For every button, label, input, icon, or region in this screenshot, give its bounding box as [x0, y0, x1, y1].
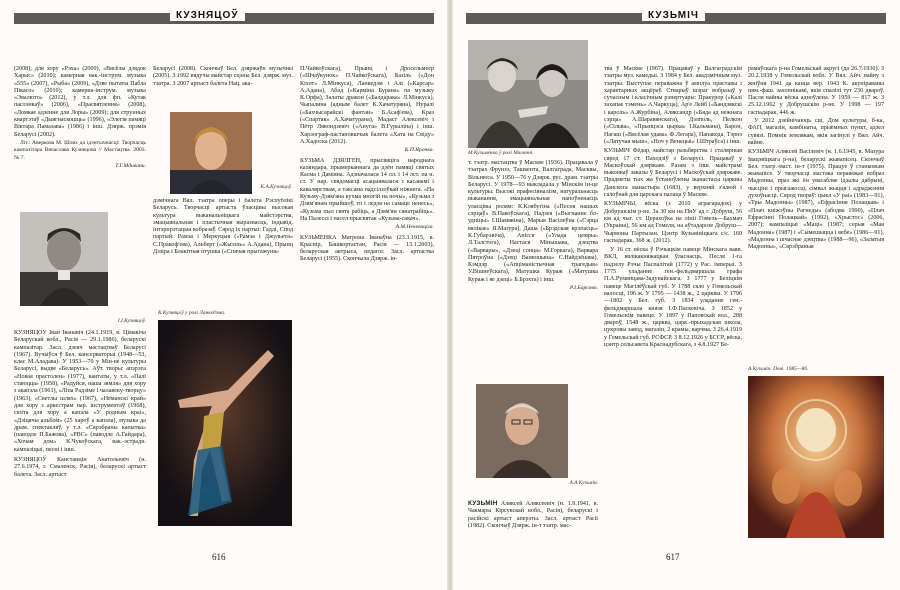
left-column-1-lower [14, 330, 146, 542]
portrait-image [476, 384, 568, 478]
running-head-label: КУЗНЯЦОЎ [170, 10, 245, 21]
page-number-right: 617 [666, 552, 680, 562]
entry-text: У 16 ст. вёска ў Рэчыцкім павеце Мінскага ваяв. ВКЛ, вялікакняжацкая ўласнасць. Песля 1-га падзелу Рэчы Паспалітай (1772) у Рас. імперыі. З 1775 уладанне ген.-фельдмаршала графа П.А.Румянцава-Задунайскага. З 1777 у Беліцкім павеце Магілёўскай губ. У 1788 сяло у Гомельскай валосці, 196 ж. У 1795 — 1438 ж., 2 царквы. У 1796—1802 у Бел. губ. З 1834 уладанне ген.-фельдмаршала князя І.Ф.Паскевіча. З 1852 у Гомельскім павеце. У 1897 у Паповскай вол., 288 двароў, 1548 ж., царква, царк.-прыхадская школа, цукровы завод, магазін, 2 крамы, карчма. З 26.4.1919 у Гомельскай губ. РСФСР. З 8.12.1926 у БССР, вёска, цэнтр сельсавета Краснадубскага, з 4.8.1927 Бе- [604, 247, 742, 348]
running-head-left [0, 8, 448, 30]
entry-text: П.Чайкоўскага), Прынц і Дросельмеер («Шчаўкунок» П.Чайкоўскага), Базіль («Дон Кіхот» Л.Мінкуса), Ланкедэм і Алі («Карсар» А.Адана), Абад («Карміна Бурана» па музыку К.Орфа), Залаты дракон («Балдарака» Л.Мінкуса), Чыпалина (адным балет К.Хачатуряна), Нуралі («Бахчысарайскі фантан» Б.Асаф'ева), Краз («Спартак» А.Хачатурана), Мадаст Алексевіч і Пётр Лявондзевіч («Ануга» В.Гурыліна) і інш. Харэограф-пастановшчык балета «Хата на Свіду» А.Хадоска (2012). [300, 66, 434, 145]
ballet-image [158, 320, 292, 526]
entry-text: КУЗЬМІЧ Аляксей Васілевіч (н. 1.6.1945, в. Мазура Івацэвіцкага р-на), беларускі жывапісец. Скончыў Бел. тэатр.-маст. ін-т (1975). Працуе ў станковым жывапісе. У творчасці мастака пераважае вобраз Мадонны, праз які ён увасабляе ідэалы дабрыні, чысціні і прыгажосці, сімвал жыцця і адраджэння духоўнасці. Сярод твораў: цыкл «У раі» (1983—91), «Тры Мадонны» (1987), «Ефрасіння Полацкая» і «Плач кніжэўны Рагнеды» (абодва 1990), «Плач Ефрасінні Полацкай» (1992), «Хрыстос» (2006, 2007); кампазіцыі «Маці» (1987; серыя «Мая Мадонна» (1987) і «Сымешыцца і вебе» (1986—91), «Мадонна і шчаснае дзецтва» (1988—96), «Залатыя Мадонны», «Сярэбраныя [748, 149, 884, 251]
caption-ballet: К.Кузняцоў у ролі Ланкедэма. [158, 310, 226, 316]
left-column-2-lower [153, 198, 293, 302]
stage-image [468, 40, 588, 148]
entry-text: КУЗЬМІЧ Фёдар, майстар разьбярства і сталярныя сярод 17 ст. Паходзіў з Беларусі. Працаваў у Маскоўскай дзяржаве. Разам з інш. майстрамі выконваў заказы ў Беларусі і Маскоўскай дзяржаве. Прадметы тых жа ўстаноўлены іканастасы царквы Данскога манастыра (1683), у верхняй з'ялюй і галоўнай для царскага палаца ў Маскве. [604, 148, 742, 199]
entry-text: КУЗЬМІН Аляксей Аляксеевіч (н. 1.9.1941, в. Чакмары Кірсукскай вобл., Расія), беларускі і расійскі артыст аперэты. Засл. артыст Расіі (1982). Скончыў Дзярж. ін-т тэатр. мас- [468, 500, 598, 529]
portrait-photo-kuzniatsou-ivan [20, 212, 108, 306]
ballet-photo [158, 320, 292, 526]
entry-text: тва ў Маскве (1967). Працаваў у Валгаградскім тэатры муз. камедыі. З 1984 у Бел. акадэмічным муз. тэатры. Выступае пераважна ў амплуа праставы і характарных акцёраў. Стварыў шэраг вобразаў у сучасным і класічным рэпертуары: Пракурор («Калі захапае тэмень» А.Чаркуца), Ар'е Лейб («Бандзякскі і кароль» А.Журбіна), Аляксандр («Бяда ад нежнага сэрца» А.Шаравянскага), Дэлполь, Пелкон («Сільва», «Прынцэса цырка» І.Кальмана), Барон, Нагаш («Вясёлая удава» Ф.Легара), Папакода, Тэрнэ («Лятучая мыш», «Ноч у Венецыі» І.Штраўса) і інш. [604, 66, 742, 145]
right-column-1 [468, 160, 598, 374]
entry-text: КУЗЬМІЧЫ, вёска (з 2010 аграгарадок) у Добрушскім р-не. За 30 км на ПнУ ад г. Добруш, 56 км ад чыг. ст. Церахоўка на лініі Гомель—Бахмач (Украіна), 56 км ад Гомеля, на аўтадарозе Добруш—Чырвоны Партызан. Цэнтр Кузьмініцкага с/с. 160 гаспадарак, 368 ж. (2012). [604, 201, 742, 244]
entry-text: КУЗНЯЦОЎ Канстанцін Анатольевіч (н. 27.6.1974, г. Смаленск, Расія), беларускі артыст балета. Засл. артыст [14, 457, 146, 478]
page-number-left: 616 [212, 552, 226, 562]
running-head-right [452, 8, 900, 30]
author-signature: К.П.Яронка. [404, 147, 434, 154]
entry-text: рамаўскага р-на Гомельскай акругі (да 26.7.1930). З 20.2.1938 у Гомельскай вобл. У Вял. Айч. вайну з жніўня 1941 да канца вер. 1943 К. акупіраваны ням.-фаш. захопнікамі, якія спалілі тут 230 двароў. Пасля вайны вёска адноўлена. У 1959 — 817 ж. З 25.12.1962 у Добрушскім р-не. У 1998 — 197 гаспадарак, 446 ж. [748, 66, 884, 116]
entry-text: (2008); для хору «Рэха» (2009), «Вясёлы дзядок Харыс» (2010); камерная вак.-інструм. музыка «555» (2007), «Рыба» (2009), «Дзве пытаты Пабла Пікасо» (2010); камерна-інструм. музыка «Эвалюто» (2012), у т.л. для фп. «Кутак паслэнкаў» (2006), «Прасвятлення» (2008), «Ломкае адзенне для Лоры» (2009); для струнных квартэтаў «Дыягнаскошць» (1996), «Элегія памяці Віктара Памазава» (1986) і інш. Дзярж. прэмія Беларусі (2002). [14, 66, 146, 138]
portrait-photo-kuzmich [476, 384, 568, 478]
caption-kuzmenka: М.Кузьменка ў ролі Маланні. [468, 150, 534, 156]
entry-text: т. тэатр. мастацтва ў Маскве (1936). Працавала ў тэатрах Фрунзэ, Ташкента, Валгаграда, Масквы, Вільнюса. У 1950—76 у Дзярж. рус. драм. тэатры Беларусі. У 1978—93 выкладала у Мінскім ін-це культуры. Высокі прафесіяналізм, натуральнасць выканання, эмацыянальная напоўненасць уласцівы ролям: К.Клябугіна («Песня нашых сэрцаў» В.Пакоўскага), Надзея («Выгнанне бл-удніцы» І.Шамякіна), Марыя Васілеўна («Сэрца вялікае» Я.Мазура), Даша («Брэдская крэпасць» К.Губарэвіча), Анісся («Улада цемры» Л.Талстога), Настася Мінышава, дзецтва («Варвары», «Дзеці сонца» М.Горкага), Варвара Пятроўна («Дзеці Ванюшына» С.Найдзёнава), Кэмдэр («Апціманістычная трагедыя» У.Вішнеўскага), Матушка Кураж («Матушка Кураж і яе дзеці» Б.Брэхта) і інш. [468, 160, 598, 283]
author-signature: Р.І.Барсово. [569, 285, 598, 292]
literature-note: Літ.: Аверкова М. Шлях да ідэнтычнасці: Творчасць кампазітара Вячаслава Кузнецова // Мастацтва. 2003. № 7. [14, 139, 146, 161]
right-column-3 [748, 66, 884, 356]
right-page [452, 0, 900, 590]
running-head-label: КУЗЬМІЧ [642, 10, 705, 21]
stage-photo-kuzmenka [468, 40, 588, 148]
entry-text: КУЗЬМА ДЗЯЛГЕН, прысвяціга народнага каляндара, прымерканнага да дзён памяці святых Касма і Даміяна. Адзначалася 14 лл. і 14 лст. па н. ст. У нар. свядомасці асацыявалася з касавамі і кавалярствам, а таксама падсілзоўкай ніжнега. «На Кузьму-Дзям'яна кухма многій на ночы», «Кузьма з Дзям'янам прыйшоў, то і ледзя на самаце ненесь», «Кузьма пыл свята рабіць, а Дзям'ян сянатрабіць». На Палессі і пасел прысвятак «Кузьма-сакач». [300, 157, 434, 222]
left-column-2 [153, 66, 293, 112]
caption-kuzniatsou-ivan: І.І.Кузняцоў. [117, 318, 146, 324]
entry-kuzniatsou-kanstantsin [14, 457, 146, 479]
portrait-image [170, 112, 252, 194]
left-column-3 [300, 66, 434, 536]
author-signature: Т.Г.Мдивани. [115, 162, 146, 169]
painting-image [748, 376, 884, 538]
entry-text: КУЗНЯЦОЎ Іван Іванавіч (24.1.1919, в. Цімавіча Беларускай вобл., Расія — 29.1.1986), беларускі кампазітар. Засл. дзеяч мастацтваў Беларусі (1967). Вучыўся ў Бел. кансерваторыі (1948—53, клас М.Аладава). У 1953—70 у Мін-ве культуры Беларусі, выдве «Беларусь». Аўт. творы: апэрэта «Новая прастолен» (1977), кантаты, у т.л. «Палі стаюцца» (1958), «Радуйся, наша зямля» для хору з акапэла (1961), «Ліпа Радзіме і чалавеку-творцу» (1963), «Светлы шлях» (1967), «Нёманскі край» для хору з аркестрам нар. інструментаў (1968), сюіта для хору а капэла «У родным краі», «Дзіцячы альбом» (25 хароў а капэла), музыка да драм. спектакляў, у т.л. «Сярэбраны капытка» (паводле П.Бажова), «РВС» (паводле А.Гайдара), «Хочам дом» К.Чукоўскага, вак.-эстрадн. кампазіцыі, песні і інш. [14, 330, 146, 453]
painting-madonna [748, 376, 884, 538]
entry-text: дэмічнага Вял. тэатра оперы і балета Рэспублікі Беларусь. Творчасці артыста ўласцівы высокая культура выканальніцкага майстэрства, эмацыянальная і пластычная выразнасць, індывід. інтэрпрэтацыя вобразаў. Сярод іх партыі: Гадлі, Спод партый: Рамэа і Меркуцыя («Рамэа і Джульета» С.Пракоф'ева), Альберт («Жызэль» А.Адана), Прынц Дэзіра і Блакітная птушка («Спячая прыгажуня» [153, 198, 293, 256]
portrait-image [20, 212, 108, 306]
headword: КУЗЬМІН [468, 500, 498, 507]
caption-kuzmich: А.А.Кузьмін. [569, 480, 598, 486]
portrait-photo-kuzniatsou-kanstantsin [170, 112, 252, 194]
entry-text: Беларусі (2008). Скончыў Бел. дзяржаўн музычны (2005). З 1992 вядучы майстар сцэны Бел. дзярж. муз. тэатра. З 2007 артыст балета Нац. ака- [153, 66, 293, 87]
caption-kuzniatsou-kanstantsin: К.А.Кузняцоў. [260, 184, 292, 190]
right-column-1-lower [468, 500, 598, 542]
right-column-2 [604, 66, 742, 542]
entry-text: КУЗЬМЕНКА Матрона Іванаўна (23.3.1915, в. Краснір, Башкортастан, Расія — 13.1.2003), беларуская актрыса, педагог. Засл. артыстка Беларусі (1955). Скончыла Дзярж. ін- [300, 234, 434, 263]
caption-painting: А.Кузьміч. Пеяі. 1985—86. [748, 366, 809, 372]
author-signature: А.М.Нечеваціга. [395, 224, 434, 231]
entry-text: У 2012 дзейнічаюць сш, Дом культуры, б-ка, ФАП, магазін, камбінаты, прыёмных пункт, адзел сувязі. Помнік землякам, якія загінулі у Вял. Айч. вайне. [748, 118, 884, 146]
left-page [0, 0, 448, 590]
entry-kuzniatsou-ivan [14, 330, 146, 454]
